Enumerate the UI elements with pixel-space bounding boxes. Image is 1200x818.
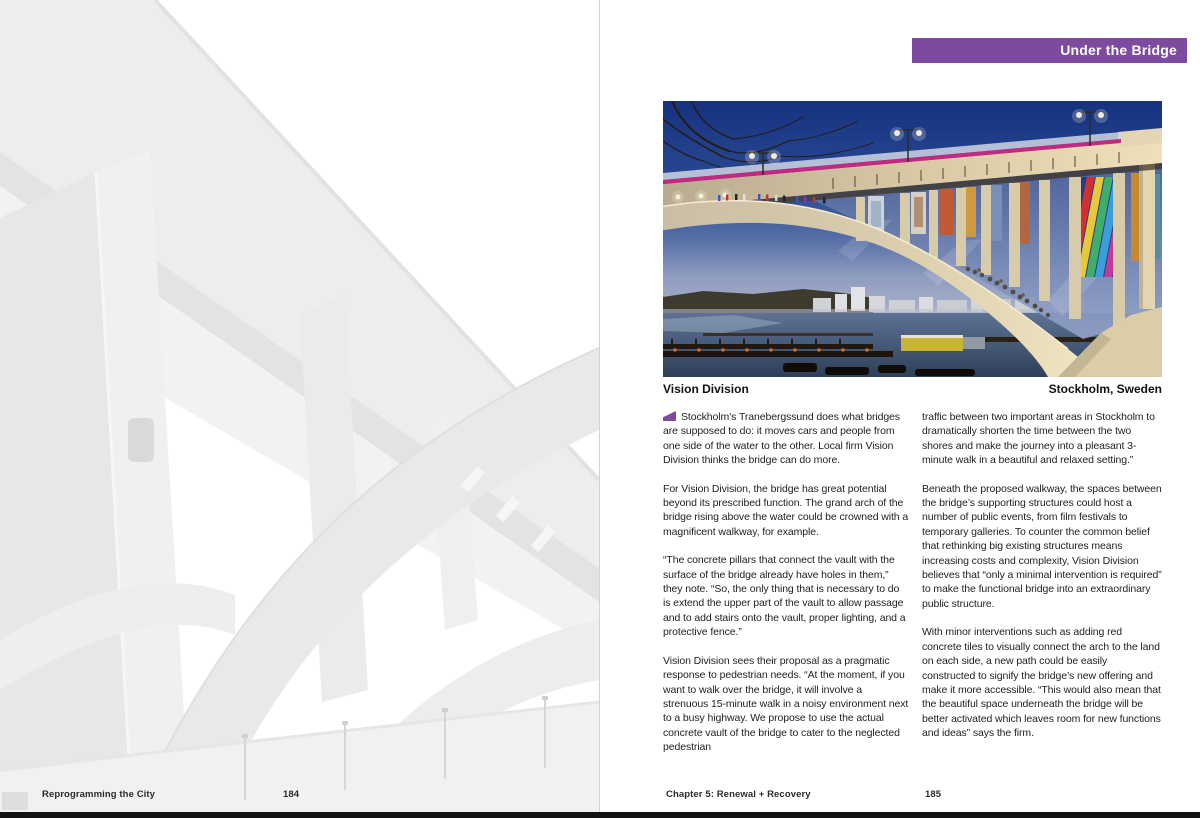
article-body: [663, 410, 1162, 769]
bridge-photo-image: [663, 101, 1162, 377]
chapter-banner: [912, 38, 1187, 63]
bridge-underside-faded-image: [0, 0, 599, 813]
body-paragraph: traffic between two important areas in Stockholm to dramatically shorten the time between the two shores and make the journey into a pleasant 3-minute walk in a beautiful and relaxed setting.”: [922, 411, 1155, 467]
paragraph-text: Stockholm’s Tranebergssund does what bridges are supposed to do: it moves cars and people from one side of the water to the other. Local firm Vision Division thinks the bridge can do more.: [663, 411, 900, 467]
book-title: Reprogramming the City: [42, 789, 156, 800]
traneberg-bridge-photo: [663, 101, 1162, 377]
body-paragraph: [663, 410, 909, 468]
body-paragraph: Vision Division sees their proposal as a pragmatic response to pedestrian needs. “At the moment, if you want to walk over the bridge, it will involve a strenuous 15-minute walk in a noisy environment next to a busy highway. We propose to use the actual concrete vault of the bridge to cater to the neglected pedestrian: [663, 654, 909, 754]
photo-caption-row: [663, 382, 1162, 396]
right-page: [600, 0, 1200, 813]
body-paragraph: With minor interventions such as adding red concrete tiles to visually connect the arch to the land on each side, a new path could be easily constructed to signify the bridge’s new offering and make it more accessible. “This would also mean that the beautiful space underneath the bridge will be better activated which leaves room for new functions and ideas” says the firm.: [922, 626, 1161, 740]
article-column-1: [663, 410, 909, 769]
article-column-2: [922, 410, 1162, 769]
body-paragraph: For Vision Division, the bridge has great potential beyond its prescribed function. The grand arch of the bridge rising above the water could be crowned with a magnificent walkway, for example.: [663, 482, 909, 538]
page-number-right: 185: [925, 789, 942, 800]
body-paragraph: Beneath the proposed walkway, the spaces between the bridge’s supporting structures could host a number of public events, from film festivals to temporary galleries. To counter the common belief that rethinking big existing structures means increasing costs and complexity, Vision Division believes that “only a minimal intervention is required” to make the functional bridge into an extraordinary public structure.: [922, 482, 1162, 610]
page-number-left: 184: [283, 789, 300, 800]
left-page: [0, 0, 599, 813]
photo-caption-firm: Vision Division: [663, 382, 749, 396]
banner-title: Under the Bridge: [1060, 42, 1177, 58]
body-paragraph: “The concrete pillars that connect the vault with the surface of the bridge already have holes in them,” they note. “So, the only thing that is necessary to do is extend the upper part of the vault to allow passage and to add stairs onto the vault, proper lighting, and a protective fence.”: [663, 554, 906, 639]
page-edge-bar: [0, 812, 1200, 818]
photo-caption-location: Stockholm, Sweden: [1048, 382, 1162, 396]
paragraph-marker-icon: [663, 411, 676, 421]
chapter-title: Chapter 5: Renewal + Recovery: [666, 789, 811, 800]
